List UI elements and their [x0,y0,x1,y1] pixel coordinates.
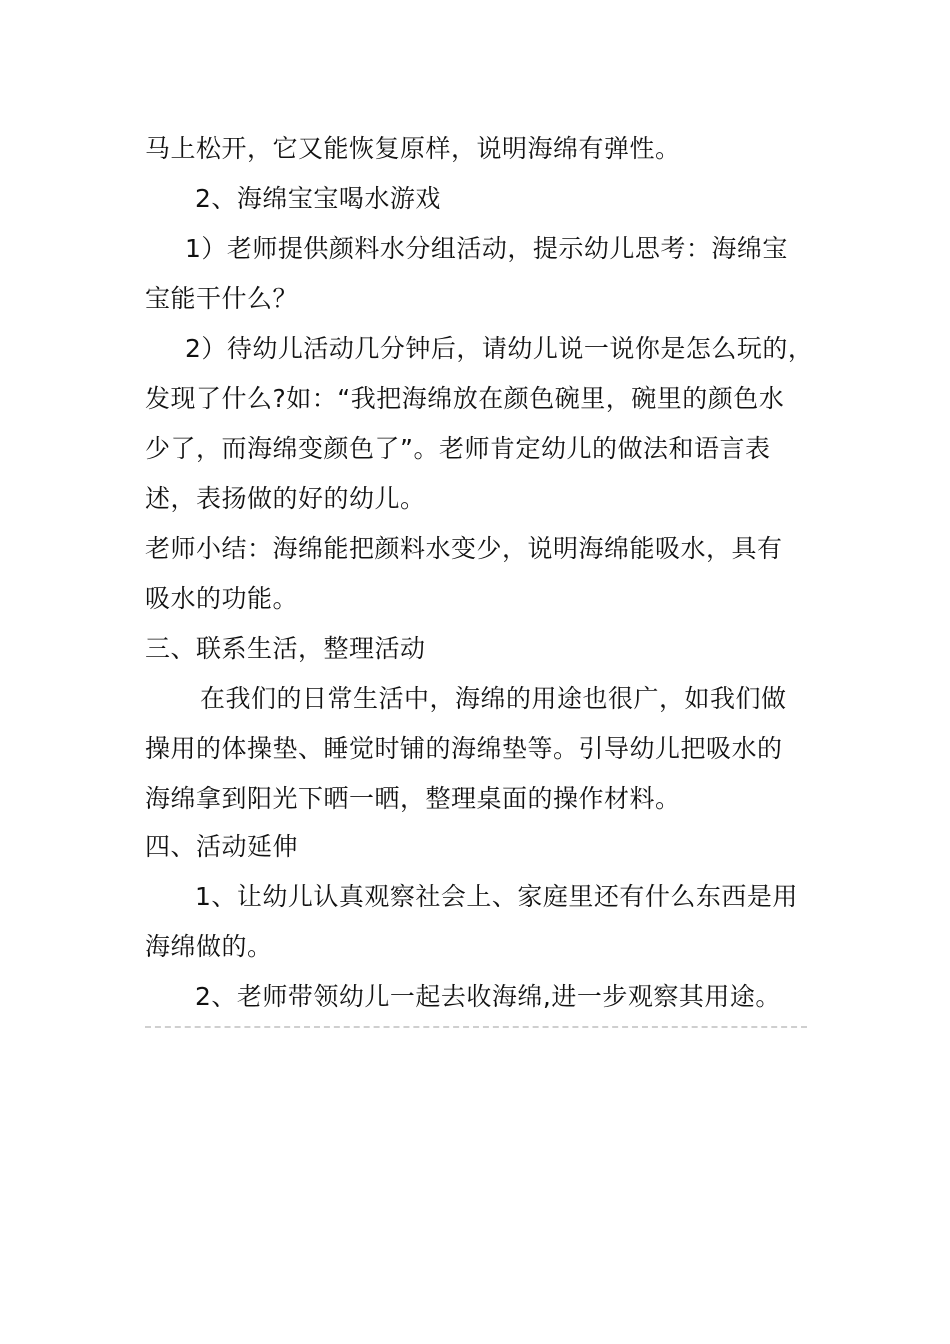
section-heading-sponge-drinking-game: 2、海绵宝宝喝水游戏 [195,184,441,213]
extension-item-1-line-1: 1、让幼儿认真观察社会上、家庭里还有什么东西是用 [195,882,798,911]
section-heading-life-connection: 三、联系生活，整理活动 [145,634,426,663]
paragraph-line-1: 马上松开，它又能恢复原样，说明海绵有弹性。 [145,134,681,163]
section-heading-activity-extension: 四、活动延伸 [145,832,299,861]
extension-item-1-line-2: 海绵做的。 [145,932,273,961]
extension-item-2: 2、老师带领幼儿一起去收海绵,进一步观察其用途。 [195,982,781,1011]
paragraph-line-4: 宝能干什么？ [145,284,299,313]
paragraph-line-8: 述，表扬做的好的幼儿。 [145,484,426,513]
teacher-summary-line-1: 老师小结：海绵能把颜料水变少，说明海绵能吸水，具有 [145,534,783,563]
paragraph-line-7: 少了，而海绵变颜色了”。老师肯定幼儿的做法和语言表 [145,434,771,463]
paragraph-line-12: 在我们的日常生活中，海绵的用途也很广，如我们做 [200,684,787,713]
paragraph-line-3: 1）老师提供颜料水分组活动，提示幼儿思考：海绵宝 [185,234,788,263]
page-divider [145,1026,807,1028]
paragraph-line-13: 操用的体操垫、睡觉时铺的海绵垫等。引导幼儿把吸水的 [145,734,783,763]
paragraph-line-6: 发现了什么?如：“我把海绵放在颜色碗里，碗里的颜色水 [145,384,785,413]
paragraph-line-5: 2）待幼儿活动几分钟后，请幼儿说一说你是怎么玩的， [185,334,814,363]
teacher-summary-line-2: 吸水的功能。 [145,584,299,613]
paragraph-line-14: 海绵拿到阳光下晒一晒，整理桌面的操作材料。 [145,784,681,813]
